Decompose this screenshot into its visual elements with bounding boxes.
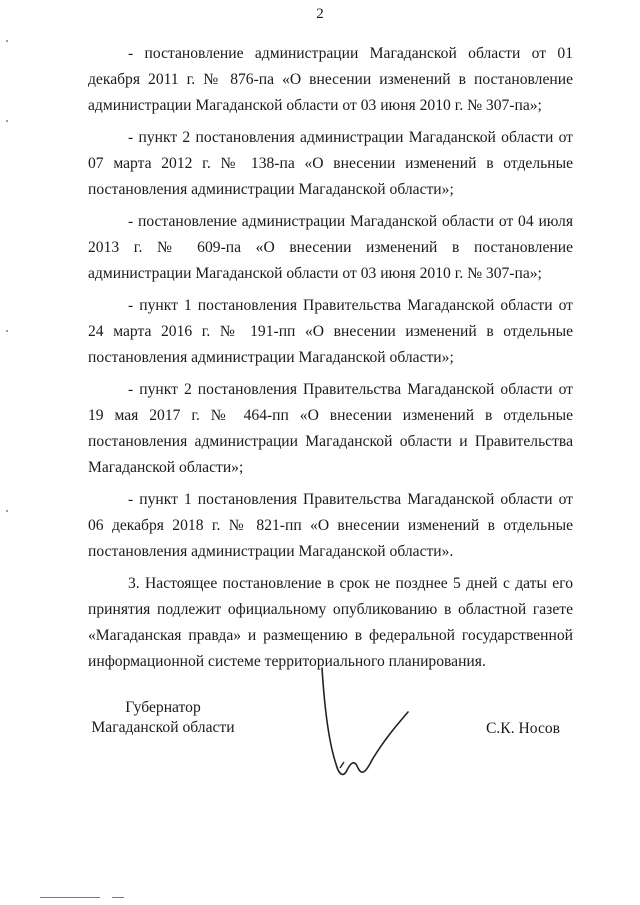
paragraph-7: 3. Настоящее постановление в срок не позднее 5 дней с даты его принятия подлежит официальному опубликованию в областной газете «Магаданская правда» и размещению в федеральной государственной информационной системе территориального планирования. [88, 575, 573, 670]
page-number: 2 [316, 6, 324, 22]
paragraph-3: - постановление администрации Магаданской области от 04 июля 2013 г. № 609-па «О внесении изменений в постановление администрации Магаданской области от 03 июня 2010 г. № 307-па»; [88, 213, 573, 282]
paragraph-1: - постановление администрации Магаданской области от 01 декабря 2011 г. № 876-па «О внесении изменений в постановление администрации Магаданской области от 03 июня 2010 г. № 307-па»; [88, 45, 573, 114]
signatory-title-line2: Магаданской области [91, 719, 235, 736]
signatory-name: С.К. Носов [486, 720, 561, 737]
document-body [88, 41, 573, 681]
handwritten-signature [300, 660, 430, 790]
paragraph-6: - пункт 1 постановления Правительства Магаданской области от 06 декабря 2018 г. № 821-пп «О внесении изменений в отдельные постановления администрации Магаданской области». [88, 491, 573, 560]
footer-rule-short [112, 897, 124, 898]
footer-rule [40, 897, 100, 898]
edge-mark [6, 510, 8, 512]
paragraph-4: - пункт 1 постановления Правительства Магаданской области от 24 марта 2016 г. № 191-пп «О внесении изменений в отдельные постановления администрации Магаданской области»; [88, 297, 573, 366]
edge-mark [6, 120, 8, 122]
paragraph-5: - пункт 2 постановления Правительства Магаданской области от 19 мая 2017 г. № 464-пп «О внесении изменений в отдельные постановления администрации Магаданской области и Правительства Магаданской области»; [88, 381, 573, 476]
paragraph-2: - пункт 2 постановления администрации Магаданской области от 07 марта 2012 г. № 138-па «О внесении изменений в отдельные постановления администрации Магаданской области»; [88, 129, 573, 198]
edge-mark [6, 40, 8, 42]
signatory-title [88, 698, 238, 738]
signatory-title-line1: Губернатор [125, 699, 201, 716]
edge-mark [6, 330, 8, 332]
